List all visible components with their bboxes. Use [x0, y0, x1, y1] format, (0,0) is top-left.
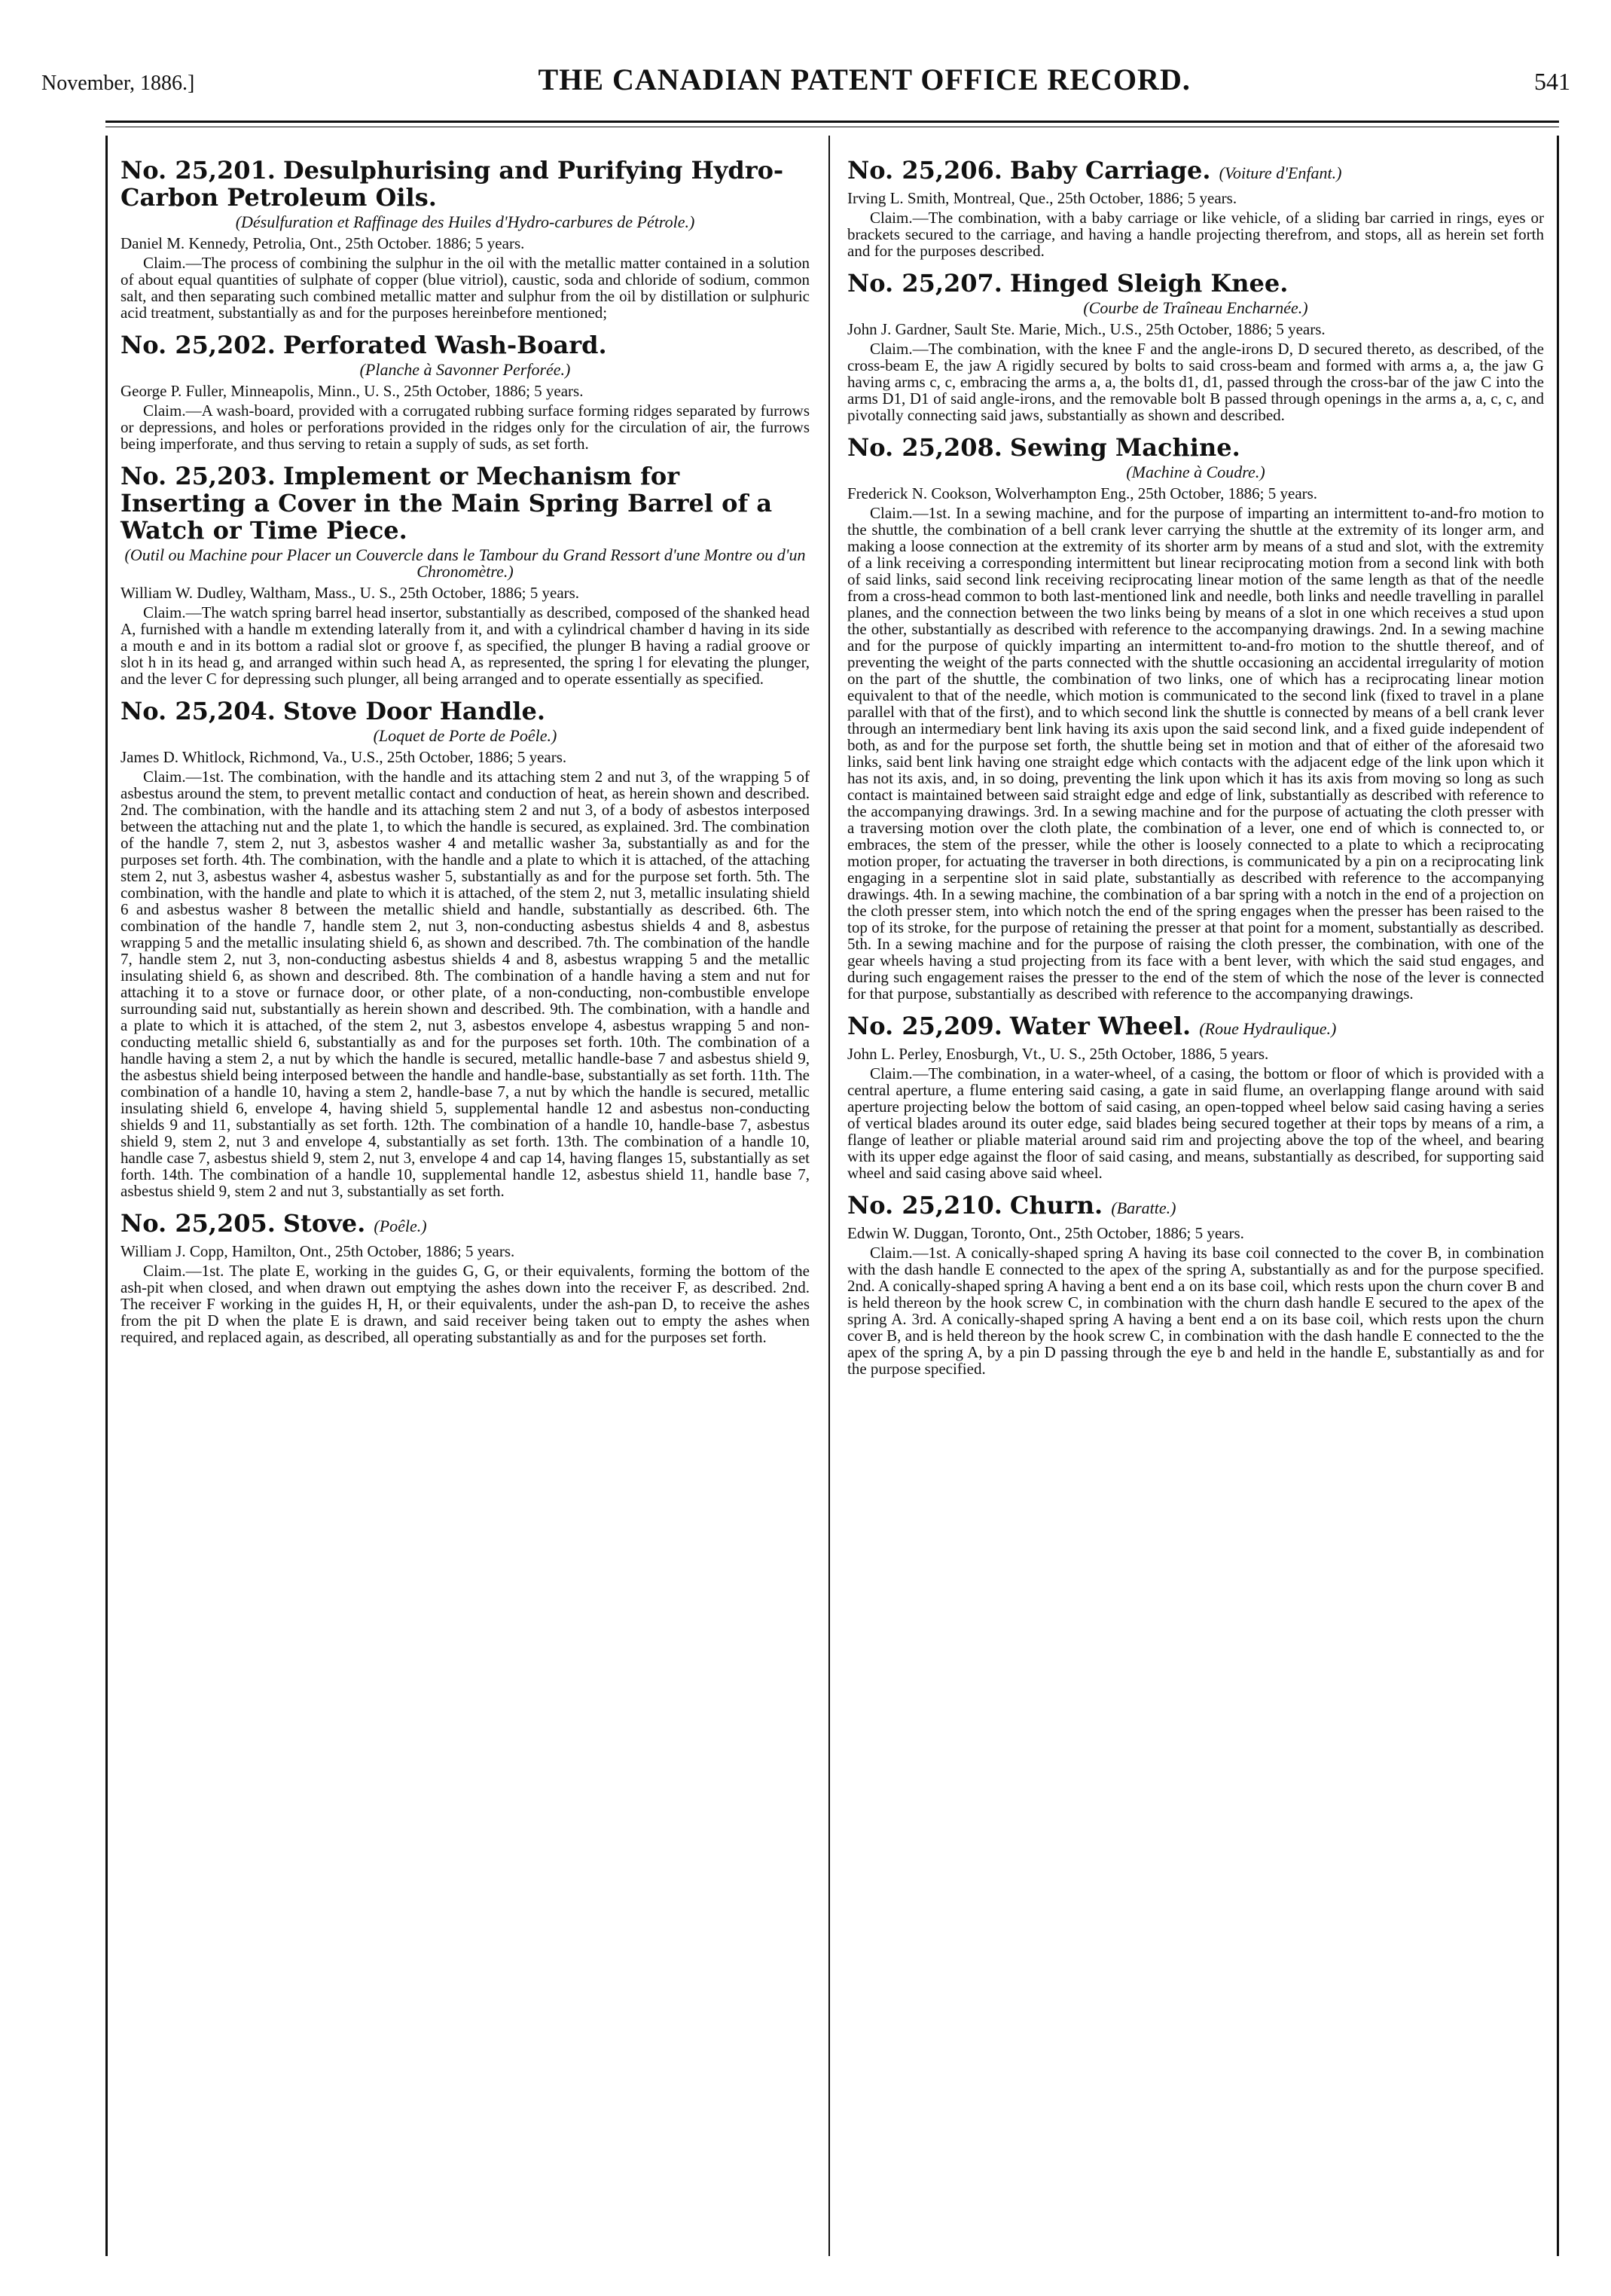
inventor-line: Edwin W. Duggan, Toronto, Ont., 25th October, 1886; 5 years. [847, 1224, 1244, 1242]
patent-heading [847, 270, 1544, 297]
patent-number: No. 25,208. [847, 433, 1002, 462]
patent-number: No. 25,202. [121, 331, 276, 359]
french-title: (Outil ou Machine pour Placer un Couvercle dans le Tambour du Grand Ressort d'une Montre ou d'un Chronomètre.) [124, 545, 806, 581]
patent-number: No. 25,206. [847, 156, 1002, 185]
patent-title: Sewing Machine. [1009, 433, 1240, 462]
claim-text: Claim.—1st. A conically-shaped spring A having its base coil connected to the cover B, in combination with the dash handle E connected to the apex of the spring A, substantially as and for the purpose specified. 2nd. A conically-shaped spring A having a bent end a on its base coil, which rests upon the churn cover B and is held thereon by the hook screw C, in combination with the churn dash handle E secured to the apex of the spring A. 3rd. A conically-shaped spring A having a bent end a on its base coil, which rests upon the churn cover B, and is held thereon by the hook screw C, in combination with the dash handle E connected to the the apex of the spring A, by a pin D passing through the eye b and held in the handle E, substantially as and for the purpose specified. [847, 1244, 1544, 1378]
inventor-line: George P. Fuller, Minneapolis, Minn., U. S., 25th October, 1886; 5 years. [121, 382, 584, 400]
patent-heading [121, 1210, 810, 1240]
patent-heading [847, 1192, 1544, 1222]
inventor-line: James D. Whitlock, Richmond, Va., U.S., 25th October, 1886; 5 years. [121, 748, 567, 766]
patent-title: Churn. [1009, 1191, 1103, 1220]
patent-number: No. 25,201. [121, 156, 276, 185]
left-column [121, 151, 810, 1356]
patent-title: Water Wheel. [1009, 1012, 1191, 1040]
french-title: (Poêle.) [374, 1217, 427, 1235]
patent-heading [121, 463, 810, 544]
inventor-line: John L. Perley, Enosburgh, Vt., U. S., 25th October, 1886, 5 years. [847, 1045, 1269, 1063]
claim-text: Claim.—The combination, with the knee F and the angle-irons D, D secured thereto, as described, of the cross-beam E, the jaw A rigidly secured by bolts to said cross-beam and formed with arms a, a, the jaw G having arms c, c, embracing the arms a, a, the bolts d1, d1, passed through the cross-bar of the jaw C into the arms D1, D1 of said angle-irons, and the removable bolt B passed through openings in the arms a, a, c, c, and pivotally connecting said jaws, substantially as shown and described. [847, 340, 1544, 424]
inventor-line: William W. Dudley, Waltham, Mass., U. S., 25th October, 1886; 5 years. [121, 584, 580, 602]
patent-title: Desulphurising and Purifying Hydro-Carbon Petroleum Oils. [121, 156, 784, 212]
french-title: (Voiture d'Enfant.) [1219, 163, 1342, 182]
running-header [41, 62, 1570, 107]
right-column [847, 151, 1544, 1388]
patent-entry [847, 157, 1544, 259]
french-title: (Baratte.) [1111, 1198, 1176, 1217]
french-title: (Machine à Coudre.) [1126, 463, 1265, 481]
patent-entry [847, 1192, 1544, 1377]
patent-title: Implement or Mechanism for Inserting a Cover in the Main Spring Barrel of a Watch or Time Piece. [121, 462, 773, 545]
patent-heading [121, 698, 810, 725]
patent-entry [121, 157, 810, 321]
header-rule [105, 121, 1559, 123]
patent-entry [847, 1012, 1544, 1181]
claim-text: Claim.—1st. The plate E, working in the guides G, G, or their equivalents, forming the bottom of the ash-pit when closed, and when drawn out emptying the ashes down into the receiver F, as described. 2nd. The receiver F working in the guides H, H, or their equivalents, under the ash-pan D, to receive the ashes from the pit D when the plate E is drawn, and said receiver being taken out to empty the ashes when required, and replaced again, as described, all operating substantially as and for the purposes set forth. [121, 1262, 810, 1346]
column-divider [828, 136, 830, 2256]
claim-text: Claim.—The watch spring barrel head insertor, substantially as described, composed of the shanked head A, furnished with a handle m extending laterally from it, and with a cylindrical chamber d having in its side a mouth e and in its bottom a radial slot or groove f, as specified, the plunger B having a radial groove or slot h in its head g, and arranged within such head A, as represented, the spring l for elevating the plunger, and the lever C for depressing such plunger, all being arranged and to operate essentially as specified. [121, 603, 810, 688]
french-title: (Planche à Savonner Perforée.) [359, 360, 571, 379]
issue-date: November, 1886.] [41, 72, 195, 95]
french-title: (Désulfuration et Raffinage des Huiles d'Hydro-carbures de Pétrole.) [235, 212, 695, 231]
patent-entry [847, 270, 1544, 423]
patent-number: No. 25,204. [121, 697, 276, 725]
claim-text: Claim.—The process of combining the sulphur in the oil with the metallic matter contained in a solution of about equal quantities of sulphate of copper (blue vitriol), caustic, soda and chloride of sodium, common salt, and then separating such combined metallic matter and sulphur from the oil by distillation or sulphuric acid treatment, substantially as and for the purposes hereinbefore mentioned; [121, 254, 810, 322]
inventor-line: John J. Gardner, Sault Ste. Marie, Mich., U.S., 25th October, 1886; 5 years. [847, 320, 1326, 338]
patent-number: No. 25,210. [847, 1191, 1002, 1220]
patent-number: No. 25,209. [847, 1012, 1002, 1040]
patent-entry [121, 463, 810, 687]
inventor-line: Daniel M. Kennedy, Petrolia, Ont., 25th October. 1886; 5 years. [121, 234, 525, 252]
french-title: (Courbe de Traîneau Encharnée.) [1083, 298, 1308, 317]
journal-title: THE CANADIAN PATENT OFFICE RECORD. [538, 63, 1191, 96]
patent-number: No. 25,205. [121, 1209, 276, 1238]
claim-text: Claim.—The combination, with a baby carriage or like vehicle, of a sliding bar carried in rings, eyes or brackets secured to the carriage, and having a handle projecting therefrom, and stops, all as herein set forth and for the purposes described. [847, 209, 1544, 260]
patent-entry [121, 698, 810, 1199]
claim-text: Claim.—A wash-board, provided with a corrugated rubbing surface forming ridges separated by furrows or depressions, and holes or perforations provided in the ridges only for the circulation of air, the furrows being imperforate, and thus serving to retain a supply of suds, as set forth. [121, 401, 810, 453]
claim-text: Claim.—The combination, in a water-wheel, of a casing, the bottom or floor of which is provided with a central aperture, a flume entering said casing, a gate in said flume, an overlapping flange around with said aperture projecting below the bottom of said casing, an open-topped wheel below said casing having a series of vertical blades around its outer edge, said blades being secured together at their tops by means of a rim, a flange of leather or pliable material around said rim and projecting above the top of the wheel, and bearing with its upper edge against the floor of said casing, and means, substantially as described, for supporting said wheel and said casing above said wheel. [847, 1064, 1544, 1182]
patent-heading [121, 331, 810, 359]
patent-title: Hinged Sleigh Knee. [1009, 269, 1289, 298]
patent-heading [121, 157, 810, 211]
patent-entry [121, 331, 810, 452]
patent-title: Baby Carriage. [1009, 156, 1211, 185]
claim-text: Claim.—1st. In a sewing machine, and for the purpose of imparting an intermittent to-and-fro motion to the shuttle, the combination of a bell crank lever carrying the shuttle at the extremity of its longer arm, and making a loose connection at the extremity of its shorter arm by means of a stud and slot, with the extremity of a link receiving a corresponding intermittent but linear reciprocating motion from a second link with both of said links, said second link receiving reciprocating linear motion of the same length as that of the needle from a cross-head common to both last-mentioned link and needle, both links and needle travelling in parallel planes, and the connection between the two links being by means of a slot in one which receives a stud upon the other, substantially as described with reference to the accompanying drawings. 2nd. In a sewing machine and for the purpose of quickly imparting an intermittent to-and-fro motion to the shuttle thereof, and of preventing the weight of the parts connected with the shuttle occasioning an accidental irregularity of motion on the part of the shuttle, the combination of two links, one of which has a reciprocating linear motion equivalent to that of the needle, which motion is communicated to the second link (fixed to travel in a plane parallel with that of the first), and to which second link the shuttle is connected by means of a bell crank lever through an intermediary bent link having its axis upon the said second link, and a fixed guide independent of both, as and for the purpose set forth, the shuttle being set in motion and that of either of the aforesaid two links, said bent link having one straight edge which contacts with the adjacent edge of the link upon which it has not its axis, and, in so doing, preventing the link upon which it has its axis from moving so long as such contact is maintained between said straight edge and edge of link, substantially as described with reference to the accompanying drawings. 3rd. In a sewing machine and for the purpose of actuating the cloth presser with a traversing motion over the cloth plate, the combination of a lever, one end of which is connected to, or embraces, the stem of the presser, while the other is loosely connected to a plate to which a reciprocating motion proper, for actuating the traverser in both directions, is communicated by a pin on a reciprocating link engaging in a serpentine slot in said plate, substantially as described with reference to the accompanying drawings. 4th. In a sewing machine, the combination of a bar spring with a notch in the end of a projection on the cloth presser stem, into which notch the end of the spring engages when the presser has been raised to the top of its stroke, for the purpose of retaining the presser at that point for a moment, substantially as described. 5th. In a sewing machine and for the purpose of raising the cloth presser, the combination, with one of the gear wheels having a stud projecting from its face with a bent lever, with which the said stud engages, and during such engagement raises the presser to the end of the stem of which the nose of the lever is connected for that purpose, substantially as described with reference to the accompanying drawings. [847, 504, 1544, 1003]
inventor-line: Frederick N. Cookson, Wolverhampton Eng., 25th October, 1886; 5 years. [847, 484, 1318, 502]
patent-entry [847, 434, 1544, 1002]
patent-entry [121, 1210, 810, 1345]
patent-number: No. 25,207. [847, 269, 1002, 298]
patent-number: No. 25,203. [121, 462, 276, 490]
patent-title: Stove. [282, 1209, 366, 1238]
patent-title: Stove Door Handle. [282, 697, 545, 725]
inventor-line: Irving L. Smith, Montreal, Que., 25th October, 1886; 5 years. [847, 189, 1237, 207]
french-title: (Roue Hydraulique.) [1199, 1019, 1337, 1038]
patent-title: Perforated Wash-Board. [282, 331, 607, 359]
claim-text: Claim.—1st. The combination, with the handle and its attaching stem 2 and nut 3, of the wrapping 5 of asbestus around the stem, to prevent metallic contact and conduction of heat, as herein shown and described. 2nd. The combination, with the handle and its attaching stem 2 and nut 3, of a body of asbestos interposed between the attaching nut and the plate 1, to which the handle is secured, as explained. 3rd. The combination of the handle 7, stem 2, nut 3, asbestos washer 4 and metallic washer 3a, substantially as and for the purposes set forth. 4th. The combination, with the handle and a plate to which it is attached, of the attaching stem 2, nut 3, asbestus washer 4, asbestus washer 5, substantially as and for the purpose set forth. 5th. The combination, with the handle and plate to which it is attached, of the stem 2, nut 3, metallic insulating shield 6 and asbestus washer 8 between the metallic shield and handle, substantially as described. 6th. The combination of the handle 7, handle stem 2, nut 3, non-conducting asbestus shields 4 and 8, asbestus wrapping 5 and the metallic insulating shield 6, as shown and described. 7th. The combination of the handle 7, handle stem 2, nut 3, non-conducting asbestus shields 4 and 8, asbestus wrapping 5 and the metallic insulating shield 6, as shown and described. 8th. The combination of a handle having a stem and nut for attaching it to a stove or furnace door, or other plate, of a non-conducting, non-combustible envelope surrounding said nut, substantially as herein shown and described. 9th. The combination, with a handle and a plate to which it is attached, of the stem 2, nut 3, asbestos envelope 4, asbestus wrapping 5 and non-conducting metallic shield 6, substantially as and for the purposes set forth. 10th. The combination of a handle having a stem 2, a nut by which the handle is secured, metallic handle-base 7 and asbestus shield 9, the asbestus shield being interposed between the handle and handle-base, substantially as set forth. 11th. The combination of a handle 10, having a stem 2, handle-base 7, a nut by which the handle is secured, metallic insulating shield 6, envelope 4, having shield 5, supplemental handle 12 and asbestus non-conducting shields 9 and 11, substantially as set forth. 12th. The combination of a handle 10, handle-base 7, asbestus shield 9, stem 2, nut 3 and envelope 4, substantially as set forth. 13th. The combination of a handle 10, handle case 7, asbestus shield 9, stem 2, nut 3, envelope 4 and cap 14, having flanges 15, substantially as set forth. 14th. The combination of a handle 10, supplemental handle 12, asbestus shield 11, handle base 7, asbestus shield 9, stem 2 and nut 3, substantially as set forth. [121, 768, 810, 1200]
inventor-line: William J. Copp, Hamilton, Ont., 25th October, 1886; 5 years. [121, 1242, 515, 1260]
patent-heading [847, 1012, 1544, 1043]
page-number: 541 [1534, 68, 1570, 95]
french-title: (Loquet de Porte de Poêle.) [373, 726, 557, 745]
patent-heading [847, 434, 1544, 461]
patent-heading [847, 157, 1544, 187]
